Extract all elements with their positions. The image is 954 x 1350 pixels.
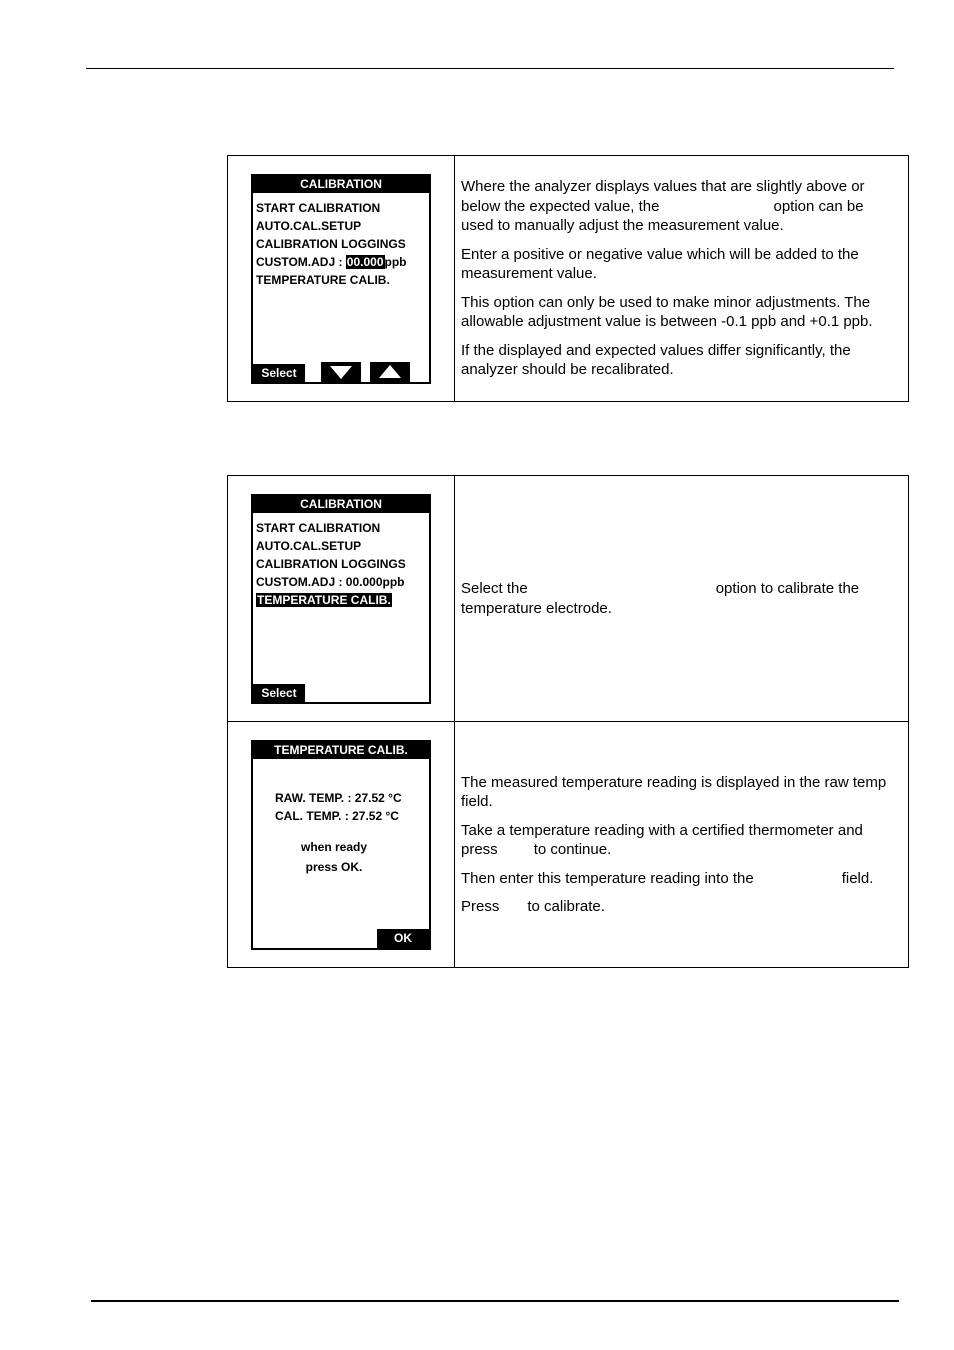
custom-adj-value[interactable]: 00.000 <box>346 254 384 269</box>
menu-item-start-calibration[interactable]: START CALIBRATION <box>256 520 381 535</box>
text-span: to continue. <box>533 841 612 858</box>
cal-temp-line[interactable]: CAL. TEMP. : 27.52 °C <box>275 808 399 823</box>
arrow-up-icon <box>379 365 401 378</box>
select-softkey[interactable]: Select <box>253 684 305 702</box>
custom-adj-unit: ppb <box>384 254 407 269</box>
softkey-bar <box>253 682 429 702</box>
menu-item-auto-cal-setup[interactable]: AUTO.CAL.SETUP <box>256 218 362 233</box>
custom-adjust-table <box>227 155 909 402</box>
paragraph: If the displayed and expected values differ significantly, the analyzer should be recalibrated. <box>461 341 851 379</box>
temperature-calib-screen <box>251 740 431 950</box>
temperature-calibration-table <box>227 475 909 968</box>
text-span: option can be used to manually adjust the measurement value. <box>461 197 864 235</box>
text-span: Take a temperature reading with a certified thermometer and press <box>461 821 863 858</box>
text-span: Then enter this temperature reading into the <box>461 869 754 887</box>
menu-item-start-calibration[interactable]: START CALIBRATION <box>256 200 381 215</box>
menu-item-temperature-calib[interactable] <box>256 591 429 609</box>
softkey-bar <box>253 362 429 382</box>
down-softkey[interactable] <box>321 362 361 382</box>
paragraph: This option can only be used to make minor adjustments. The allowable adjustment value is between -0.1 ppb and +0.1 ppb. <box>461 293 873 331</box>
screen-title: CALIBRATION <box>253 176 429 193</box>
up-softkey[interactable] <box>370 362 410 382</box>
screen-title: TEMPERATURE CALIB. <box>253 742 429 759</box>
text-span: Where the analyzer displays values that are slightly above or below the expected value, the <box>461 178 865 215</box>
screen-cell <box>228 156 455 402</box>
calibration-screen <box>251 494 431 704</box>
text-span: to calibrate. <box>527 898 605 915</box>
paragraph <box>461 177 900 236</box>
header-rule <box>86 68 894 69</box>
temperature-readings <box>253 759 429 825</box>
menu-item-auto-cal-setup[interactable]: AUTO.CAL.SETUP <box>256 538 362 553</box>
paragraph <box>461 579 900 618</box>
screen-title: CALIBRATION <box>253 496 429 513</box>
ok-softkey[interactable]: OK <box>377 929 429 948</box>
screen-cell <box>228 722 455 968</box>
text-span: Select the <box>461 580 528 597</box>
select-softkey[interactable]: Select <box>253 364 305 382</box>
footer-rule <box>91 1300 899 1302</box>
text-span: option to calibrate the temperature electrode. <box>461 580 860 617</box>
description-cell <box>455 476 909 722</box>
screen-cell <box>228 476 455 722</box>
selected-item: TEMPERATURE CALIB. <box>257 592 391 607</box>
menu-item-temperature-calib[interactable]: TEMPERATURE CALIB. <box>256 272 390 287</box>
paragraph: The measured temperature reading is displayed in the raw temp field. <box>461 773 887 810</box>
paragraph: Enter a positive or negative value which will be added to the measurement value. <box>461 245 859 283</box>
text-span: Press <box>461 898 500 915</box>
arrow-down-icon <box>330 366 352 379</box>
paragraph <box>461 821 900 860</box>
paragraph <box>461 869 900 889</box>
raw-temp-line: RAW. TEMP. : 27.52 °C <box>275 790 402 805</box>
ready-line-2: press OK. <box>305 859 363 874</box>
ready-prompt <box>253 837 429 877</box>
screen-menu <box>253 513 429 609</box>
screen-menu <box>253 193 429 289</box>
menu-item-calibration-loggings[interactable]: CALIBRATION LOGGINGS <box>256 556 406 571</box>
menu-item-calibration-loggings[interactable]: CALIBRATION LOGGINGS <box>256 236 406 251</box>
description-cell <box>455 156 909 402</box>
calibration-screen <box>251 174 431 384</box>
description-cell <box>455 722 909 968</box>
paragraph <box>461 897 900 917</box>
custom-adj-label: CUSTOM.ADJ : <box>256 254 346 269</box>
menu-item-custom-adj[interactable]: CUSTOM.ADJ : 00.000ppb <box>256 574 405 589</box>
text-span: field. <box>841 869 874 887</box>
menu-item-custom-adj[interactable] <box>256 253 429 271</box>
ready-line-1: when ready <box>300 839 368 854</box>
softkey-bar <box>253 928 429 948</box>
